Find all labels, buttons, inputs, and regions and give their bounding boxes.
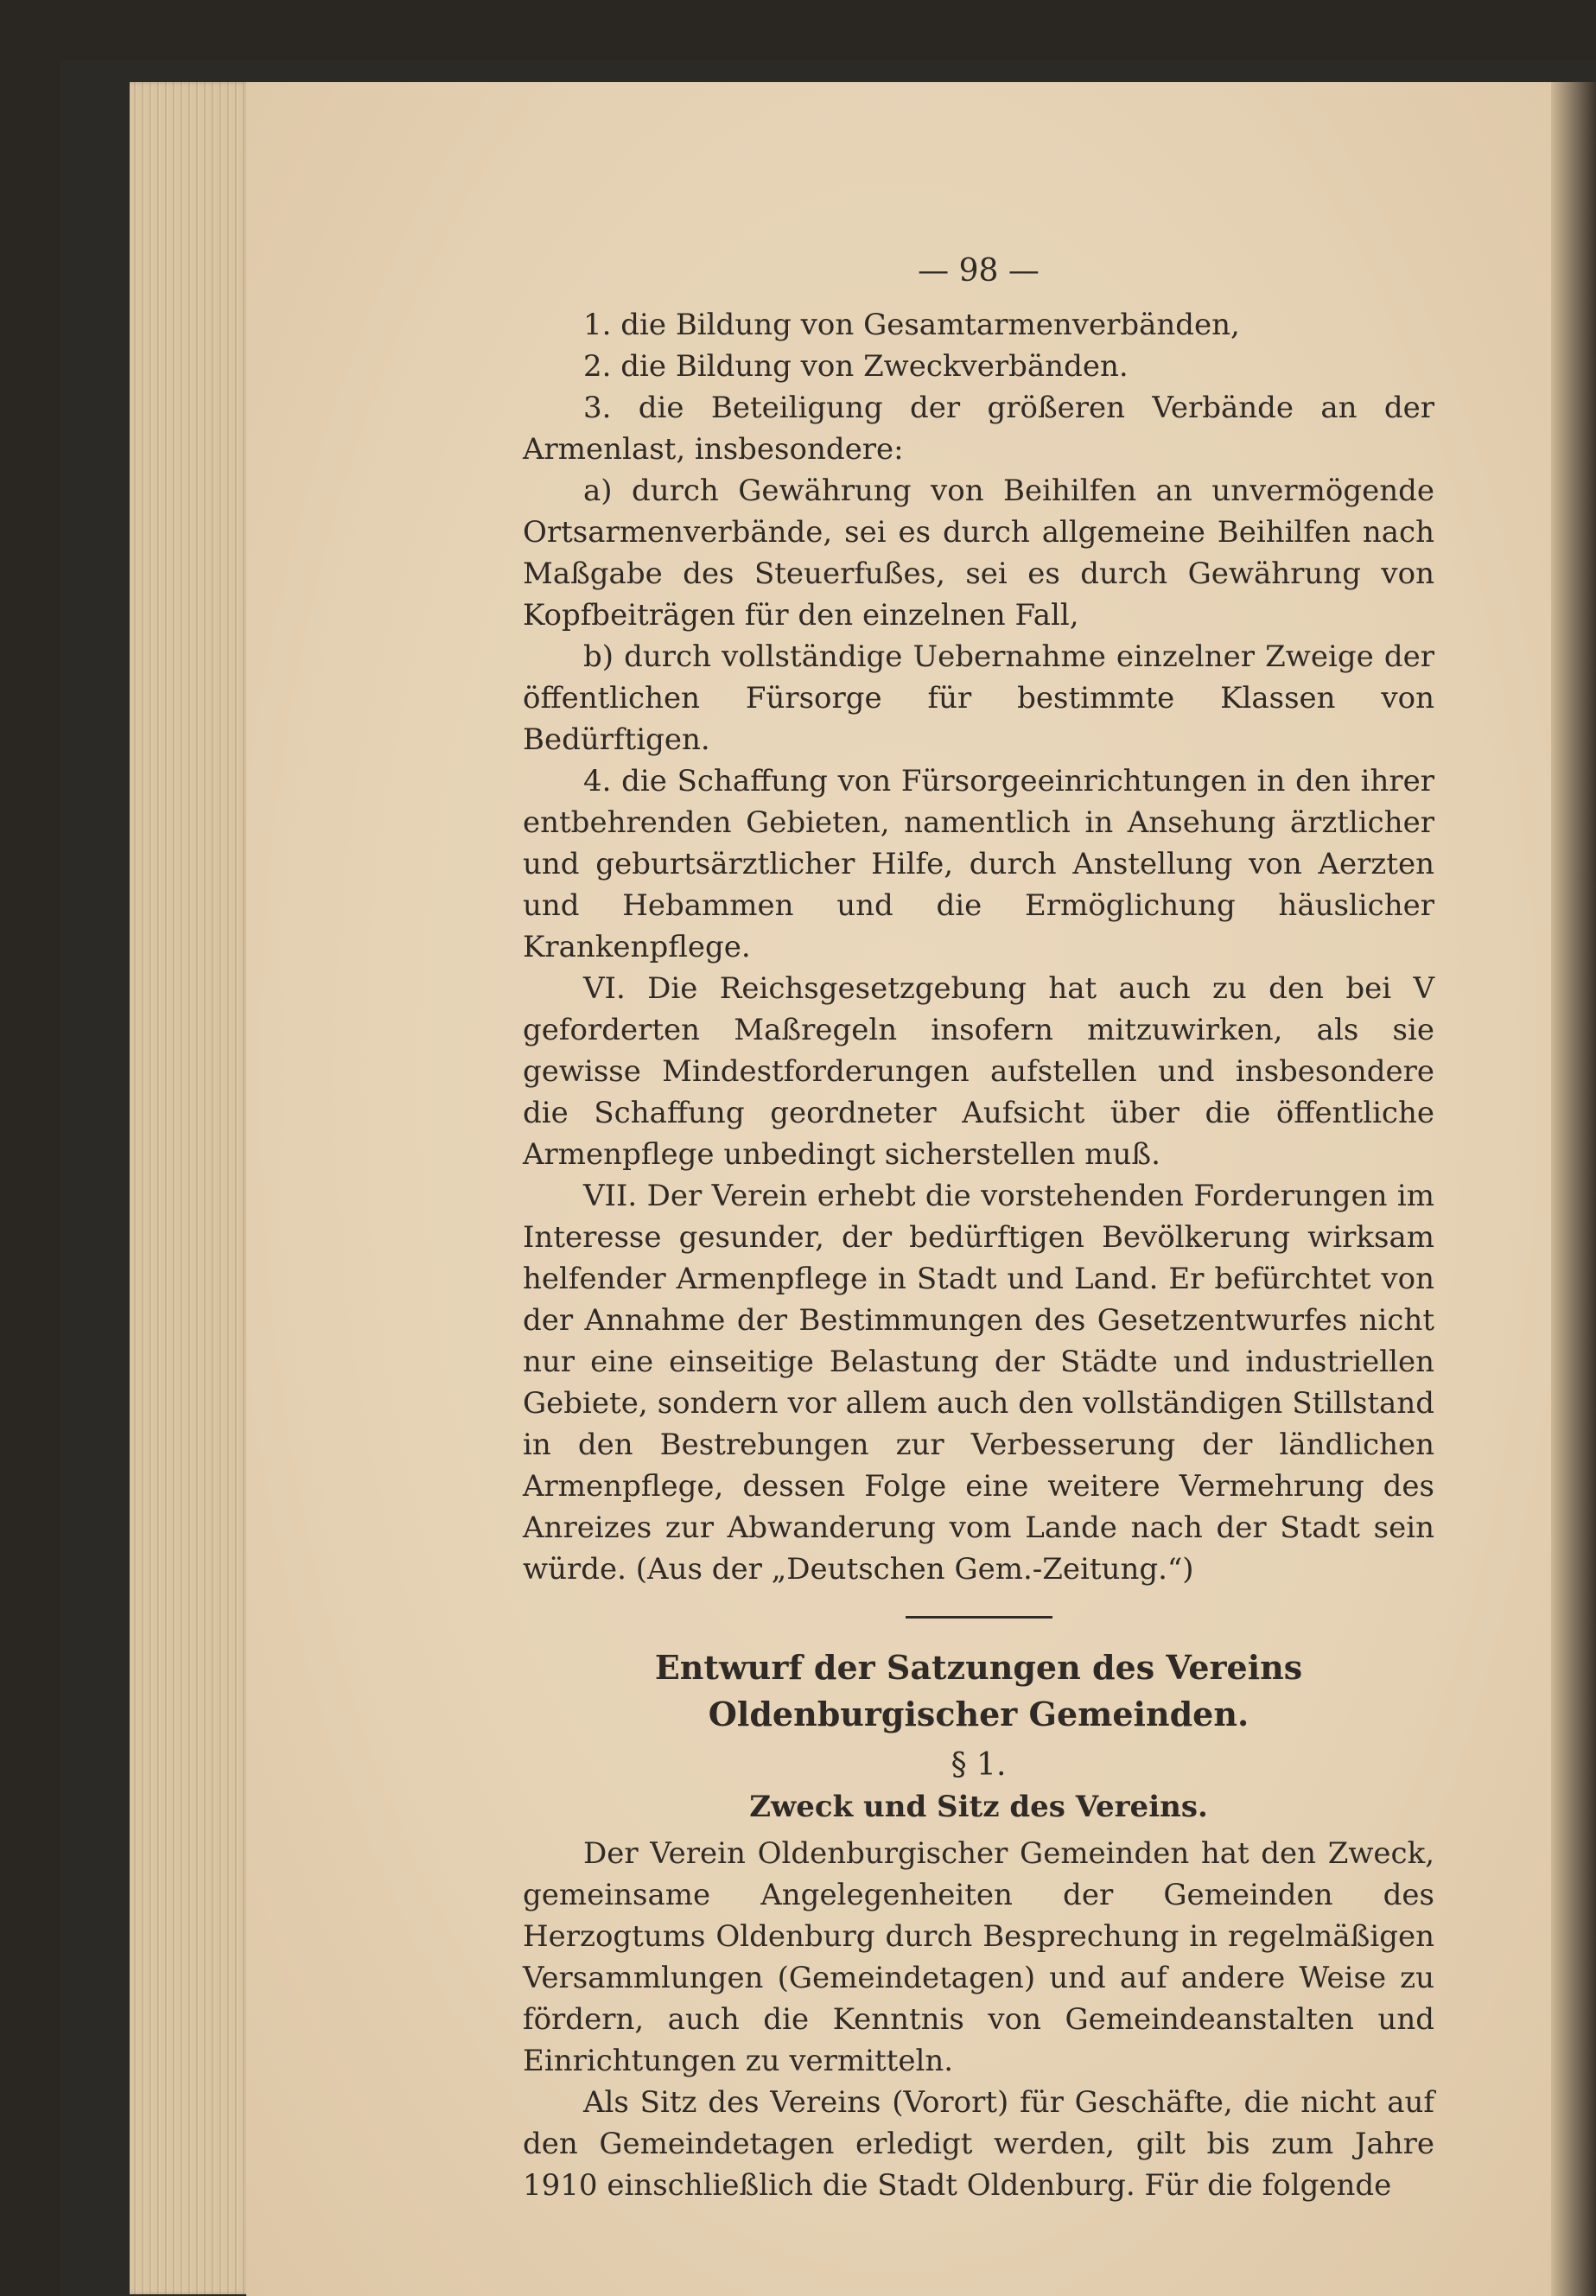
- item-3: 3. die Beteiligung der größeren Verbände an der Armenlast, insbesondere:: [523, 391, 1434, 467]
- item-3b: b) durch vollständige Uebernahme einzelner Zweige der öffentlichen Fürsorge für bestimmte Klassen von Bedürftigen.: [523, 639, 1434, 757]
- section-title: Zweck und Sitz des Vereins.: [749, 1790, 1208, 1824]
- item-2: 2. die Bildung von Zweckverbänden.: [583, 349, 1129, 384]
- heading-line-2: Oldenburgischer Gemeinden.: [708, 1695, 1249, 1733]
- divider-rule: [906, 1616, 1052, 1619]
- page-number: — 98 —: [918, 253, 1040, 289]
- item-3a: a) durch Gewährung von Beihilfen an unvermögende Ortsarmenverbände, sei es durch allgemeine Beihilfen nach Maßgabe des Steuerfußes, sei es durch Gewährung von Kopfbeiträgen für den einzelnen Fall,: [523, 474, 1434, 633]
- item-4: 4. die Schaffung von Fürsorgeeinrichtungen in den ihrer entbehrenden Gebieten, namentlich in Ansehung ärztlicher und geburtsärztlicher Hilfe, durch Anstellung von Aerzten und Hebammen und die Ermöglichung häuslicher Krankenpflege.: [523, 764, 1434, 964]
- book-gutter: [1551, 82, 1596, 2296]
- paragraph-seat: Als Sitz des Vereins (Vorort) für Geschäfte, die nicht auf den Gemeindetagen erledigt werden, gilt bis zum Jahre 1910 einschließlich die Stadt Oldenburg. Für die folgende: [523, 2085, 1434, 2203]
- section-vi: VI. Die Reichsgesetzgebung hat auch zu den bei V geforderten Maßregeln insofern mitzuwirken, als sie gewisse Mindestforderungen aufstellen und insbesondere die Schaffung geordneter Aufsicht über die öffentliche Armenpflege unbedingt sicherstellen muß.: [523, 971, 1434, 1172]
- section-vii: VII. Der Verein erhebt die vorstehenden Forderungen im Interesse gesunder, der bedürftigen Bevölkerung wirksam helfender Armenpflege in Stadt und Land. Er befürchtet von der Annahme der Bestimmungen des Gesetzentwurfes nicht nur eine einseitige Belastung der Städte und industriellen Gebiete, sondern vor allem auch den vollständigen Stillstand in den Bestrebungen zur Verbesserung der ländlichen Armenpflege, dessen Folge eine weitere Vermehrung des Anreizes zur Abwanderung vom Lande nach der Stadt sein würde. (Aus der „Deutschen Gem.-Zeitung.“): [523, 1179, 1434, 1587]
- item-1: 1. die Bildung von Gesamtarmenverbänden,: [583, 308, 1240, 342]
- page-text: [523, 251, 1434, 2206]
- section-number: § 1.: [951, 1747, 1007, 1783]
- heading-line-1: Entwurf der Satzungen des Vereins: [654, 1648, 1303, 1687]
- paragraph-purpose: Der Verein Oldenburgischer Gemeinden hat den Zweck, gemeinsame Angelegenheiten der Gemeinden des Herzogtums Oldenburg durch Besprechung in regelmäßigen Versammlungen (Gemeindetagen) und auf andere Weise zu fördern, auch die Kenntnis von Gemeindeanstalten und Einrichtungen zu vermitteln.: [523, 1836, 1434, 2078]
- page-edges: [130, 82, 251, 2294]
